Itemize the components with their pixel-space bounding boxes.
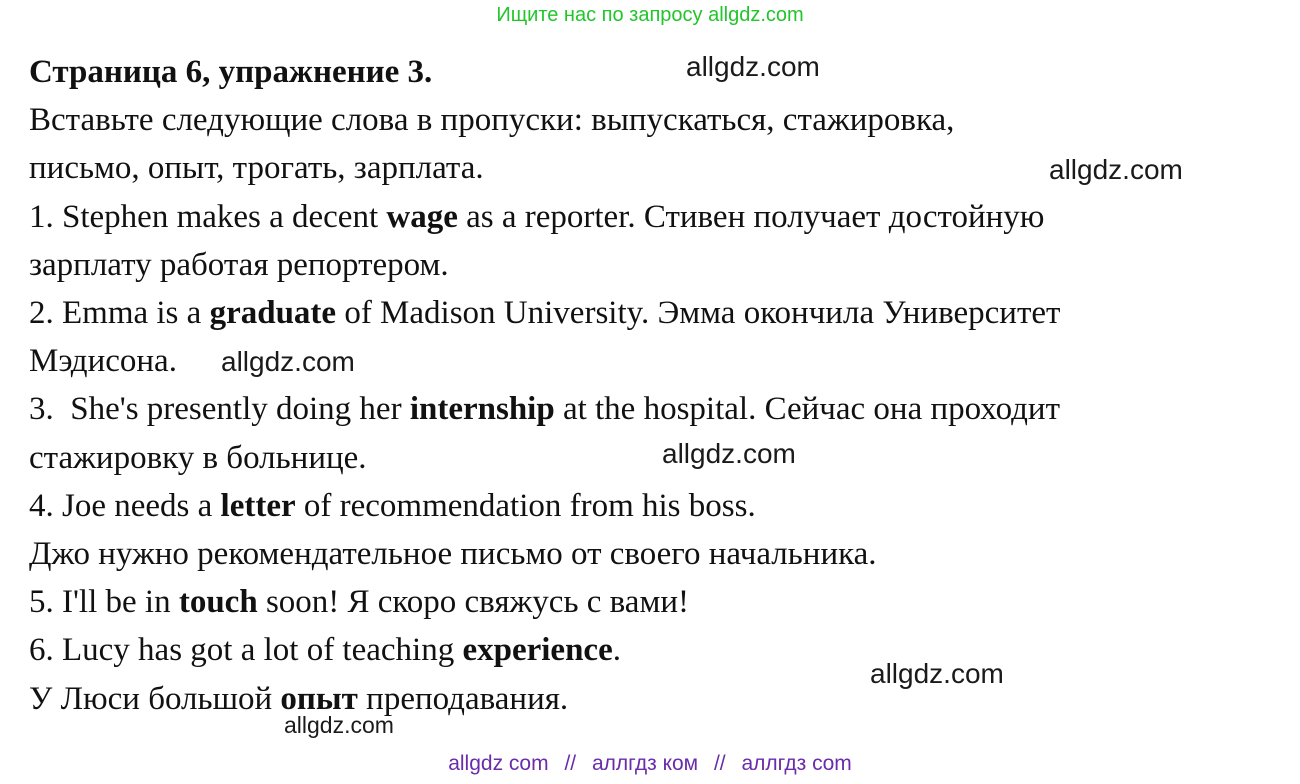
- item-1-text-before: 1. Stephen makes a decent: [29, 198, 387, 235]
- item-6-keyword: experience: [462, 632, 613, 669]
- watermark-4: allgdz.com: [662, 438, 796, 469]
- instruction-line-2: письмо, опыт, трогать, зарплата.: [29, 150, 484, 187]
- item-2-text-before: 2. Emma is a: [29, 295, 210, 332]
- item-1-line-1: [29, 193, 1279, 241]
- item-6-text-before: 6. Lucy has got a lot of teaching: [29, 632, 463, 669]
- item-2-line-1: [29, 289, 1279, 337]
- watermark-5: allgdz.com: [870, 658, 1004, 689]
- item-4-line-1: [29, 482, 1279, 530]
- item-1-line-2: зарплату работая репортером.: [29, 246, 449, 283]
- footer-separator-1: //: [564, 752, 577, 775]
- item-3-text-before: 3. She's presently doing her: [29, 391, 410, 428]
- item-1-keyword: wage: [386, 198, 458, 235]
- item-6-line-1: [29, 626, 1279, 674]
- item-5-text-after: soon! Я скоро свяжусь с вами!: [257, 584, 689, 621]
- footer-link-allgdz-cyrillic[interactable]: аллгдз ком: [591, 752, 699, 775]
- item-6-translation-after: преподавания.: [357, 680, 569, 717]
- item-3-text-after: at the hospital. Сейчас она проходит: [554, 391, 1060, 428]
- item-6-translation-before: У Люси большой: [29, 680, 281, 717]
- item-2-keyword: graduate: [209, 295, 337, 332]
- exercise-title: Страница 6, упражнение 3.: [29, 54, 433, 90]
- item-1-text-after: as a reporter. Стивен получает достойную: [457, 198, 1045, 235]
- item-4-text-after: of recommendation from his boss.: [295, 487, 756, 524]
- exercise-content: [29, 48, 1279, 723]
- footer-link-allgdz-mixed[interactable]: аллгдз com: [741, 752, 852, 775]
- item-5-text-before: 5. I'll be in: [29, 584, 179, 621]
- item-4-line-2: Джо нужно рекомендательное письмо от своего начальника.: [29, 536, 877, 573]
- item-4-keyword: letter: [220, 487, 296, 524]
- item-6-translation-keyword: опыт: [280, 680, 358, 717]
- footer-link-allgdz[interactable]: allgdz com: [448, 752, 549, 775]
- watermark-3: allgdz.com: [221, 346, 355, 377]
- item-2-text-after: of Madison University. Эмма окончила Университет: [336, 295, 1061, 332]
- item-4-text-before: 4. Joe needs a: [29, 487, 221, 524]
- watermark-1: allgdz.com: [686, 51, 820, 82]
- instruction-line-1: Вставьте следующие слова в пропуски: выпускаться, стажировка,: [29, 102, 955, 139]
- item-5-keyword: touch: [178, 584, 258, 621]
- watermark-2: allgdz.com: [1049, 154, 1183, 185]
- item-6-text-after: .: [612, 632, 621, 669]
- item-5-line-1: [29, 578, 1279, 626]
- item-3-line-2: стажировку в больнице.: [29, 439, 367, 476]
- footer-separator-2: //: [713, 752, 726, 775]
- footer-links: [0, 752, 1300, 776]
- item-6-line-2: [29, 675, 1279, 723]
- item-3-line-1: [29, 385, 1279, 433]
- top-search-banner: Ищите нас по запросу allgdz.com: [496, 4, 804, 26]
- item-2-line-2: Мэдисона.: [29, 343, 177, 380]
- item-3-keyword: internship: [409, 391, 555, 428]
- watermark-6: allgdz.com: [284, 712, 394, 738]
